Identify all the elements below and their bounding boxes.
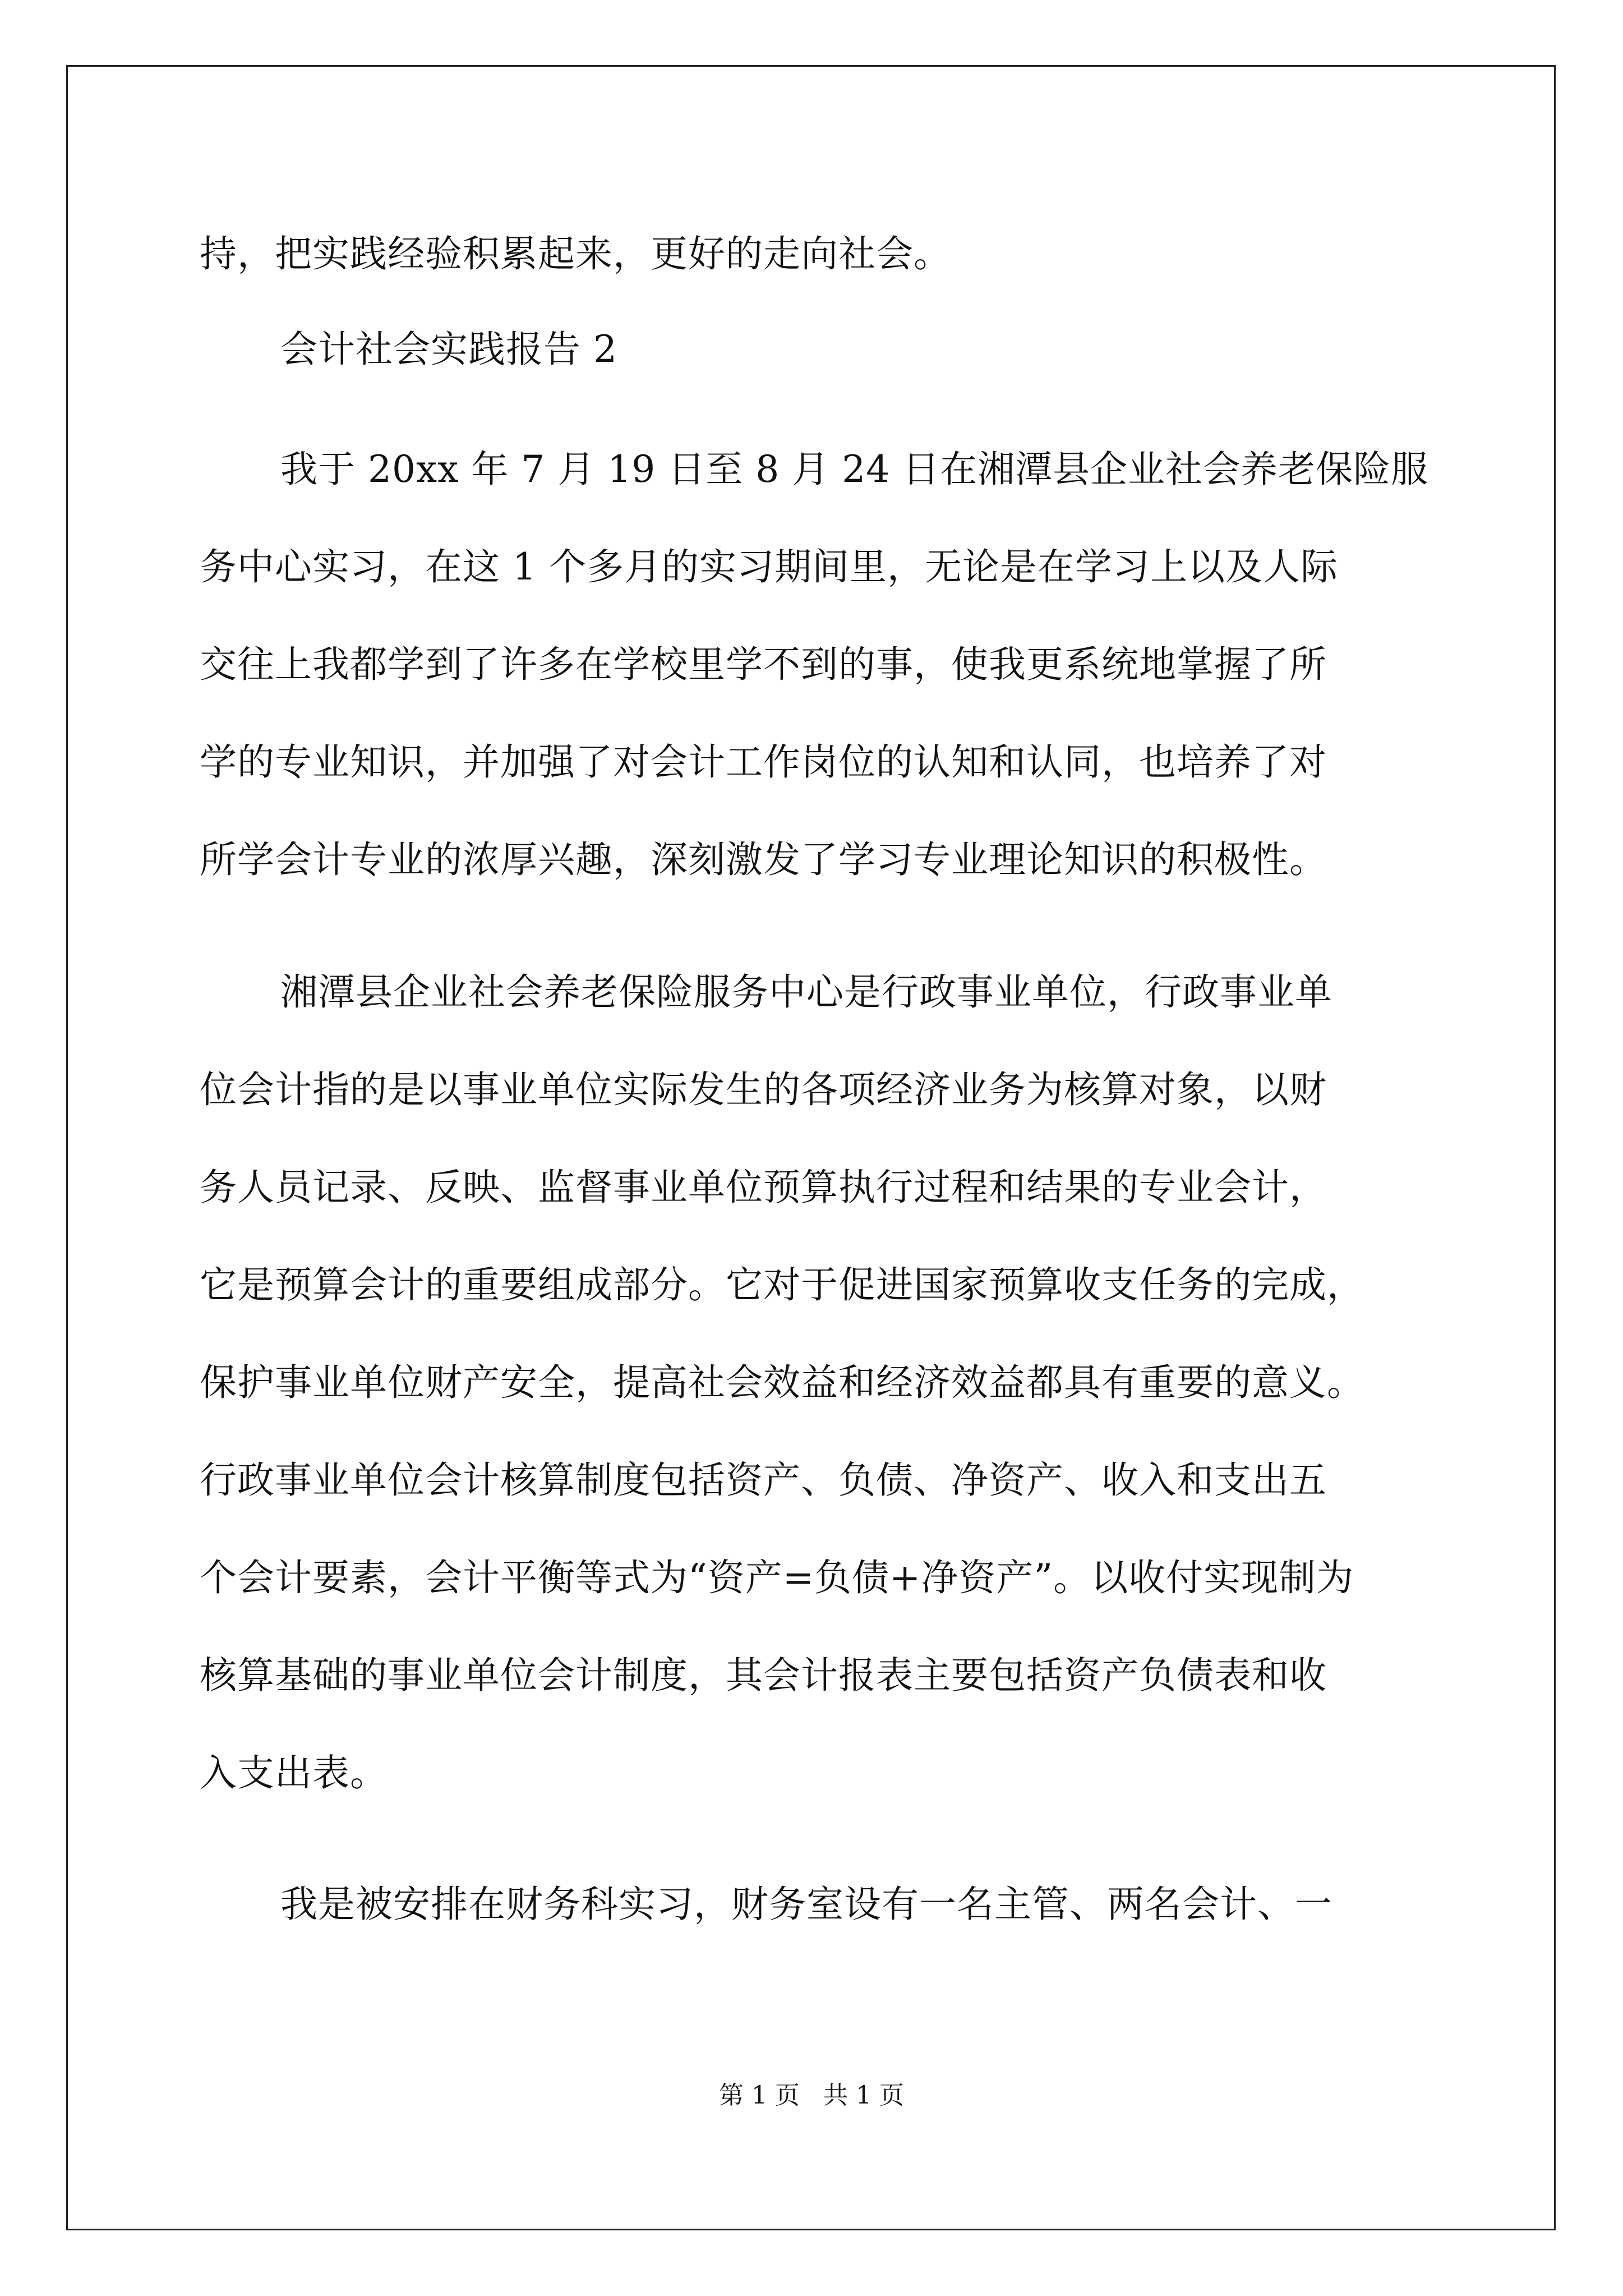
section-heading: 会计社会实践报告 2 bbox=[280, 328, 617, 371]
body-line: 入支出表。 bbox=[200, 1751, 388, 1795]
body-line: 持，把实践经验积累起来，更好的走向社会。 bbox=[200, 232, 951, 275]
body-line: 交往上我都学到了许多在学校里学不到的事，使我更系统地掌握了所 bbox=[200, 643, 1327, 686]
body-line: 湘潭县企业社会养老保险服务中心是行政事业单位，行政事业单 bbox=[280, 970, 1332, 1014]
body-line: 个会计要素，会计平衡等式为“资产=负债+净资产”。以收付实现制为 bbox=[200, 1556, 1354, 1599]
body-line: 我于 20xx 年 7 月 19 日至 8 月 24 日在湘潭县企业社会养老保险服 bbox=[280, 448, 1429, 491]
body-line: 核算基础的事业单位会计制度，其会计报表主要包括资产负债表和收 bbox=[200, 1654, 1327, 1697]
body-line: 行政事业单位会计核算制度包括资产、负债、净资产、收入和支出五 bbox=[200, 1458, 1327, 1502]
body-line: 位会计指的是以事业单位实际发生的各项经济业务为核算对象，以财 bbox=[200, 1068, 1327, 1111]
page-footer: 第 1 页 共 1 页 bbox=[719, 2081, 904, 2110]
body-line: 保护事业单位财产安全，提高社会效益和经济效益都具有重要的意义。 bbox=[200, 1361, 1364, 1404]
body-line: 务人员记录、反映、监督事业单位预算执行过程和结果的专业会计， bbox=[200, 1166, 1327, 1209]
body-line: 务中心实习，在这 1 个多月的实习期间里，无论是在学习上以及人际 bbox=[200, 545, 1338, 588]
body-line: 它是预算会计的重要组成部分。它对于促进国家预算收支任务的完成， bbox=[200, 1263, 1364, 1306]
body-line: 学的专业知识，并加强了对会计工作岗位的认知和认同，也培养了对 bbox=[200, 740, 1327, 784]
body-line: 我是被安排在财务科实习，财务室设有一名主管、两名会计、一 bbox=[280, 1883, 1332, 1926]
body-line: 所学会计专业的浓厚兴趣，深刻激发了学习专业理论知识的积极性。 bbox=[200, 838, 1327, 881]
